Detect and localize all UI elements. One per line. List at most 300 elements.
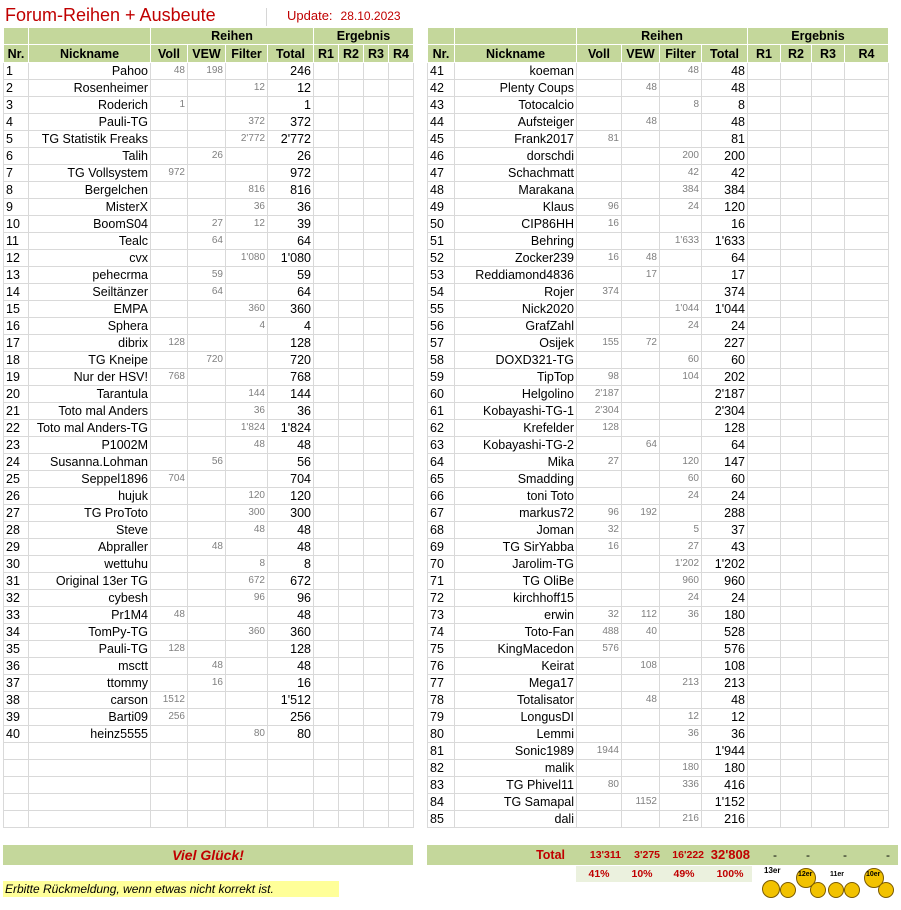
row-total: 26 — [268, 148, 314, 165]
row-total: 12 — [702, 709, 748, 726]
row-voll — [577, 352, 622, 369]
row-nickname: Klaus — [455, 199, 577, 216]
row-vew — [622, 301, 660, 318]
row-r4 — [389, 250, 414, 267]
table-row — [4, 573, 414, 590]
row-r2 — [339, 114, 364, 131]
r4-dash: - — [886, 848, 890, 862]
row-nickname: Pr1M4 — [29, 607, 151, 624]
row-filter: 80 — [226, 726, 268, 743]
row-voll: 16 — [577, 539, 622, 556]
col-nickname: Nickname — [455, 45, 577, 63]
row-total: 144 — [268, 386, 314, 403]
row-total: 8 — [268, 556, 314, 573]
table-row — [4, 199, 414, 216]
row-vew — [622, 352, 660, 369]
row-r1 — [314, 267, 339, 284]
table-row — [428, 692, 889, 709]
row-total: 720 — [268, 352, 314, 369]
row-total: 816 — [268, 182, 314, 199]
row-total — [268, 811, 314, 828]
row-r3 — [812, 335, 845, 352]
row-vew — [622, 777, 660, 794]
row-nr: 64 — [428, 454, 455, 471]
row-r4 — [389, 216, 414, 233]
row-vew — [188, 301, 226, 318]
row-r2 — [339, 488, 364, 505]
row-total: 60 — [702, 352, 748, 369]
row-voll — [577, 148, 622, 165]
row-r1 — [314, 437, 339, 454]
table-row — [428, 760, 889, 777]
row-total: 37 — [702, 522, 748, 539]
table-row — [4, 539, 414, 556]
row-nickname: Plenty Coups — [455, 80, 577, 97]
row-r4 — [389, 471, 414, 488]
smiley-icon — [844, 882, 860, 898]
row-r2 — [339, 199, 364, 216]
row-vew — [188, 726, 226, 743]
row-r2 — [781, 284, 812, 301]
sum-total: 32'808 — [710, 847, 750, 862]
row-nr: 14 — [4, 284, 29, 301]
row-r2 — [781, 335, 812, 352]
table-row — [4, 709, 414, 726]
row-r1 — [748, 811, 781, 828]
row-r1 — [314, 709, 339, 726]
row-r1 — [748, 641, 781, 658]
row-r2 — [781, 182, 812, 199]
row-r1 — [748, 301, 781, 318]
row-r1 — [314, 811, 339, 828]
row-nickname: Totocalcio — [455, 97, 577, 114]
feedback-note: Erbitte Rückmeldung, wenn etwas nicht korrekt ist. — [3, 881, 339, 897]
row-r1 — [314, 250, 339, 267]
row-nickname: TG Phivel11 — [455, 777, 577, 794]
row-voll — [577, 97, 622, 114]
row-nr: 25 — [4, 471, 29, 488]
row-r2 — [339, 675, 364, 692]
row-total: 12 — [268, 80, 314, 97]
row-vew: 112 — [622, 607, 660, 624]
row-r3 — [812, 539, 845, 556]
row-r2 — [781, 522, 812, 539]
row-nr: 61 — [428, 403, 455, 420]
row-r2 — [339, 250, 364, 267]
row-r3 — [364, 471, 389, 488]
row-vew — [188, 131, 226, 148]
row-vew — [188, 590, 226, 607]
row-voll: 1512 — [151, 692, 188, 709]
row-r2 — [339, 709, 364, 726]
row-filter: 216 — [660, 811, 702, 828]
row-voll — [151, 539, 188, 556]
row-r1 — [314, 505, 339, 522]
row-filter — [660, 624, 702, 641]
row-vew: 48 — [622, 692, 660, 709]
row-vew: 59 — [188, 267, 226, 284]
row-vew — [188, 743, 226, 760]
row-r2 — [339, 471, 364, 488]
row-r4 — [845, 709, 889, 726]
table-row — [428, 216, 889, 233]
row-r4 — [389, 675, 414, 692]
row-r1 — [748, 726, 781, 743]
row-r3 — [364, 811, 389, 828]
row-voll — [151, 454, 188, 471]
table-row — [4, 97, 414, 114]
pct-vew: 10% — [631, 868, 653, 880]
row-nr: 17 — [4, 335, 29, 352]
row-filter — [660, 131, 702, 148]
row-r3 — [364, 590, 389, 607]
row-r2 — [339, 148, 364, 165]
table-row — [4, 641, 414, 658]
row-vew: 48 — [622, 114, 660, 131]
row-filter: 36 — [660, 607, 702, 624]
row-vew — [188, 335, 226, 352]
row-r2 — [781, 131, 812, 148]
row-total: 1'824 — [268, 420, 314, 437]
row-voll: 768 — [151, 369, 188, 386]
table-row — [428, 352, 889, 369]
row-r4 — [845, 556, 889, 573]
row-filter: 12 — [660, 709, 702, 726]
row-voll — [577, 182, 622, 199]
table-row — [428, 675, 889, 692]
table-row — [4, 318, 414, 335]
row-voll: 374 — [577, 284, 622, 301]
row-filter — [226, 760, 268, 777]
row-r4 — [845, 369, 889, 386]
row-voll — [151, 148, 188, 165]
col-filter: Filter — [660, 45, 702, 63]
row-vew — [188, 318, 226, 335]
col-r1: R1 — [748, 45, 781, 63]
row-voll — [151, 743, 188, 760]
row-nickname: Tarantula — [29, 386, 151, 403]
row-filter: 104 — [660, 369, 702, 386]
row-r1 — [314, 420, 339, 437]
row-nr: 66 — [428, 488, 455, 505]
r1-dash: - — [773, 848, 777, 862]
row-nickname: Roderich — [29, 97, 151, 114]
table-row — [4, 692, 414, 709]
table-row — [428, 284, 889, 301]
header-ergebnis: Ergebnis — [314, 28, 414, 45]
row-nickname: toni Toto — [455, 488, 577, 505]
row-r4 — [845, 454, 889, 471]
row-r3 — [812, 63, 845, 80]
row-nr: 30 — [4, 556, 29, 573]
r2-dash: - — [806, 848, 810, 862]
row-r1 — [748, 624, 781, 641]
table-row — [428, 335, 889, 352]
row-nr: 4 — [4, 114, 29, 131]
row-filter: 8 — [226, 556, 268, 573]
table-row — [428, 420, 889, 437]
row-nickname: Talih — [29, 148, 151, 165]
row-r4 — [845, 811, 889, 828]
row-nr: 77 — [428, 675, 455, 692]
row-filter: 24 — [660, 199, 702, 216]
row-vew — [188, 556, 226, 573]
table-row — [428, 471, 889, 488]
row-filter: 24 — [660, 590, 702, 607]
row-nr: 42 — [428, 80, 455, 97]
row-r2 — [781, 63, 812, 80]
row-r2 — [339, 573, 364, 590]
row-voll: 48 — [151, 607, 188, 624]
row-nickname: P1002M — [29, 437, 151, 454]
table-row — [4, 80, 414, 97]
row-vew — [188, 437, 226, 454]
row-r3 — [812, 165, 845, 182]
table-row — [4, 420, 414, 437]
row-nr: 32 — [4, 590, 29, 607]
row-nickname: dibrix — [29, 335, 151, 352]
row-r2 — [339, 165, 364, 182]
row-nickname: Mika — [455, 454, 577, 471]
row-nickname: Sphera — [29, 318, 151, 335]
row-nr: 46 — [428, 148, 455, 165]
totals-bar — [427, 845, 898, 865]
row-nickname: TomPy-TG — [29, 624, 151, 641]
row-r3 — [364, 437, 389, 454]
row-nr: 52 — [428, 250, 455, 267]
row-vew — [188, 624, 226, 641]
table-row — [4, 794, 414, 811]
row-voll — [151, 420, 188, 437]
row-nr: 15 — [4, 301, 29, 318]
row-nickname: TG Vollsystem — [29, 165, 151, 182]
row-nr — [4, 743, 29, 760]
row-r2 — [339, 539, 364, 556]
row-nickname: Lemmi — [455, 726, 577, 743]
row-r4 — [389, 760, 414, 777]
row-r1 — [748, 369, 781, 386]
row-r4 — [845, 131, 889, 148]
row-vew — [188, 80, 226, 97]
row-r1 — [314, 301, 339, 318]
col-voll: Voll — [577, 45, 622, 63]
row-nickname: DOXD321-TG — [455, 352, 577, 369]
row-nr: 58 — [428, 352, 455, 369]
table-row — [428, 556, 889, 573]
row-nr: 82 — [428, 760, 455, 777]
row-r3 — [812, 386, 845, 403]
row-voll — [151, 811, 188, 828]
row-r2 — [339, 284, 364, 301]
row-nickname: LongusDI — [455, 709, 577, 726]
row-r4 — [845, 165, 889, 182]
row-nr: 50 — [428, 216, 455, 233]
row-r3 — [812, 199, 845, 216]
table-row — [428, 267, 889, 284]
row-r4 — [389, 284, 414, 301]
row-filter: 36 — [226, 403, 268, 420]
row-r1 — [314, 641, 339, 658]
row-nickname: Keirat — [455, 658, 577, 675]
row-r3 — [364, 233, 389, 250]
row-nr: 54 — [428, 284, 455, 301]
col-total: Total — [268, 45, 314, 63]
row-r1 — [748, 777, 781, 794]
row-r3 — [812, 607, 845, 624]
row-nr: 79 — [428, 709, 455, 726]
row-nr: 21 — [4, 403, 29, 420]
row-nr: 5 — [4, 131, 29, 148]
row-r4 — [845, 386, 889, 403]
row-r4 — [389, 318, 414, 335]
row-vew — [622, 199, 660, 216]
table-row — [4, 590, 414, 607]
row-total: 108 — [702, 658, 748, 675]
row-r4 — [389, 692, 414, 709]
row-voll: 32 — [577, 522, 622, 539]
row-filter — [660, 114, 702, 131]
row-nickname: ttommy — [29, 675, 151, 692]
row-r3 — [812, 658, 845, 675]
row-voll: 1 — [151, 97, 188, 114]
table-row — [4, 760, 414, 777]
row-r4 — [389, 148, 414, 165]
row-vew — [188, 607, 226, 624]
row-r1 — [314, 80, 339, 97]
row-r1 — [748, 573, 781, 590]
table-row — [428, 301, 889, 318]
row-filter: 1'044 — [660, 301, 702, 318]
row-r3 — [364, 760, 389, 777]
row-filter: 48 — [660, 63, 702, 80]
row-r3 — [812, 522, 845, 539]
row-r4 — [389, 301, 414, 318]
row-r2 — [339, 658, 364, 675]
row-r1 — [314, 318, 339, 335]
row-r1 — [748, 233, 781, 250]
row-voll — [151, 301, 188, 318]
table-row — [4, 267, 414, 284]
row-total: 56 — [268, 454, 314, 471]
smiley-13er-icon — [762, 880, 780, 898]
row-vew: 1152 — [622, 794, 660, 811]
row-r4 — [845, 573, 889, 590]
row-r1 — [748, 403, 781, 420]
row-vew — [622, 760, 660, 777]
col-nr: Nr. — [428, 45, 455, 63]
smiley-icon — [780, 882, 796, 898]
table-row — [4, 726, 414, 743]
row-r2 — [339, 811, 364, 828]
table-row — [4, 352, 414, 369]
row-filter: 300 — [226, 505, 268, 522]
row-nickname: Osijek — [455, 335, 577, 352]
sum-voll: 13'311 — [589, 849, 621, 861]
row-nickname: Kobayashi-TG-2 — [455, 437, 577, 454]
row-voll — [577, 709, 622, 726]
row-r1 — [748, 131, 781, 148]
row-filter — [226, 539, 268, 556]
row-r1 — [748, 454, 781, 471]
table-row — [428, 539, 889, 556]
row-total: 360 — [268, 624, 314, 641]
row-r1 — [314, 97, 339, 114]
row-r3 — [812, 794, 845, 811]
row-r1 — [314, 539, 339, 556]
row-r4 — [389, 505, 414, 522]
row-r2 — [339, 743, 364, 760]
row-r1 — [314, 675, 339, 692]
row-nickname: Susanna.Lohman — [29, 454, 151, 471]
row-r4 — [389, 454, 414, 471]
row-r3 — [364, 386, 389, 403]
row-r2 — [781, 743, 812, 760]
row-voll — [151, 624, 188, 641]
row-filter — [660, 284, 702, 301]
row-r2 — [339, 80, 364, 97]
row-nr: 19 — [4, 369, 29, 386]
row-nickname: GrafZahl — [455, 318, 577, 335]
row-total: 213 — [702, 675, 748, 692]
row-r1 — [314, 573, 339, 590]
row-r4 — [845, 63, 889, 80]
col-vew: VEW — [622, 45, 660, 63]
row-total: 60 — [702, 471, 748, 488]
row-voll: 2'187 — [577, 386, 622, 403]
row-r1 — [748, 114, 781, 131]
row-r4 — [389, 709, 414, 726]
row-voll: 704 — [151, 471, 188, 488]
row-vew — [622, 318, 660, 335]
row-voll — [151, 199, 188, 216]
row-nr: 26 — [4, 488, 29, 505]
row-r1 — [748, 794, 781, 811]
row-filter: 24 — [660, 488, 702, 505]
table-row — [428, 641, 889, 658]
smiley-icon — [878, 882, 894, 898]
row-total: 80 — [268, 726, 314, 743]
row-r4 — [389, 386, 414, 403]
row-filter — [660, 335, 702, 352]
table-row — [428, 114, 889, 131]
row-r1 — [314, 454, 339, 471]
table-row — [4, 335, 414, 352]
row-nickname: cvx — [29, 250, 151, 267]
row-r4 — [389, 794, 414, 811]
row-r4 — [845, 505, 889, 522]
row-nickname: Sonic1989 — [455, 743, 577, 760]
row-filter — [660, 692, 702, 709]
row-r2 — [781, 80, 812, 97]
row-nr: 13 — [4, 267, 29, 284]
col-voll: Voll — [151, 45, 188, 63]
row-vew: 64 — [188, 284, 226, 301]
row-voll — [577, 301, 622, 318]
table-row — [4, 131, 414, 148]
row-filter: 27 — [660, 539, 702, 556]
row-r2 — [339, 301, 364, 318]
row-voll — [577, 760, 622, 777]
update-date: 28.10.2023 — [340, 9, 401, 23]
row-nr: 47 — [428, 165, 455, 182]
col-filter: Filter — [226, 45, 268, 63]
row-vew — [188, 709, 226, 726]
row-nickname — [29, 811, 151, 828]
row-filter — [660, 743, 702, 760]
row-total — [268, 777, 314, 794]
row-nickname: Helgolino — [455, 386, 577, 403]
row-r3 — [364, 352, 389, 369]
